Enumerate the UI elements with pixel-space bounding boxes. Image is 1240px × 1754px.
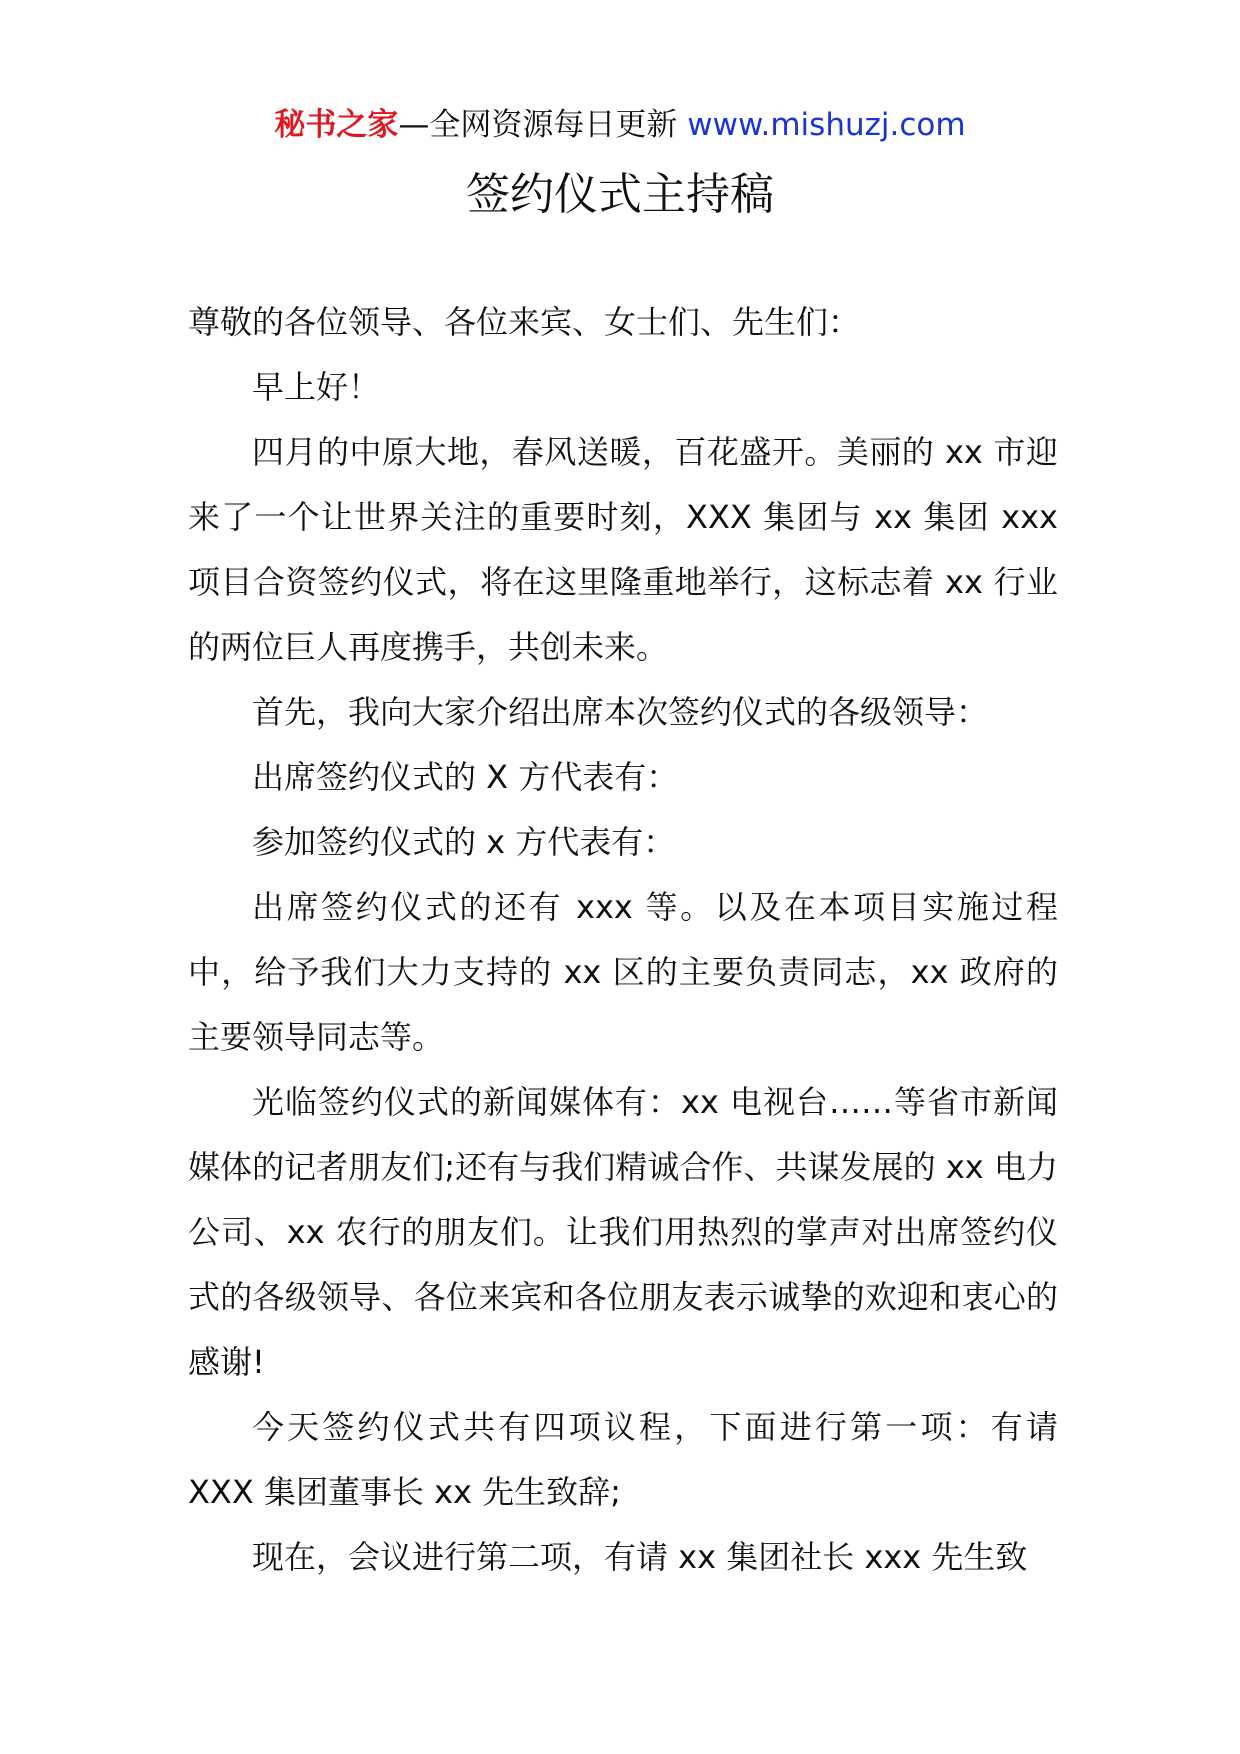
paragraph: 现在，会议进行第二项，有请 xx 集团社长 xxx 先生致: [252, 1538, 1028, 1576]
document-body: [188, 290, 1058, 1590]
paragraph: 参加签约仪式的 x 方代表有：: [252, 823, 676, 861]
paragraph: 出席签约仪式的 X 方代表有：: [252, 758, 679, 796]
paragraph: 光临签约仪式的新闻媒体有：xx 电视台……等省市新闻媒体的记者朋友们;还有与我们精诚合作、共谋发展的 xx 电力公司、xx 农行的朋友们。让我们用热烈的掌声对出席签约仪式的各级领导、各位来宾和各位朋友表示诚挚的欢迎和衷心的感谢!: [188, 1083, 1058, 1381]
paragraph: 首先，我向大家介绍出席本次签约仪式的各级领导：: [252, 693, 989, 731]
paragraph: 今天签约仪式共有四项议程，下面进行第一项：有请 XXX 集团董事长 xx 先生致辞;: [188, 1408, 1058, 1511]
paragraph: 出席签约仪式的还有 xxx 等。以及在本项目实施过程中，给予我们大力支持的 xx 区的主要负责同志，xx 政府的主要领导同志等。: [188, 888, 1058, 1056]
site-brand: 秘书之家: [274, 107, 399, 143]
site-header: [0, 98, 1240, 152]
document-title: 签约仪式主持稿: [466, 169, 774, 220]
site-tagline: —全网资源每日更新: [398, 107, 678, 143]
paragraph: 早上好！: [252, 368, 381, 406]
paragraph-greeting: 尊敬的各位领导、各位来宾、女士们、先生们：: [188, 303, 861, 341]
site-url-link[interactable]: www.mishuzj.com: [687, 107, 966, 143]
paragraph: 四月的中原大地，春风送暖，百花盛开。美丽的 xx 市迎来了一个让世界关注的重要时刻，XXX 集团与 xx 集团 xxx 项目合资签约仪式，将在这里隆重地举行，这标志着 xx 行业的两位巨人再度携手，共创未来。: [188, 433, 1058, 666]
